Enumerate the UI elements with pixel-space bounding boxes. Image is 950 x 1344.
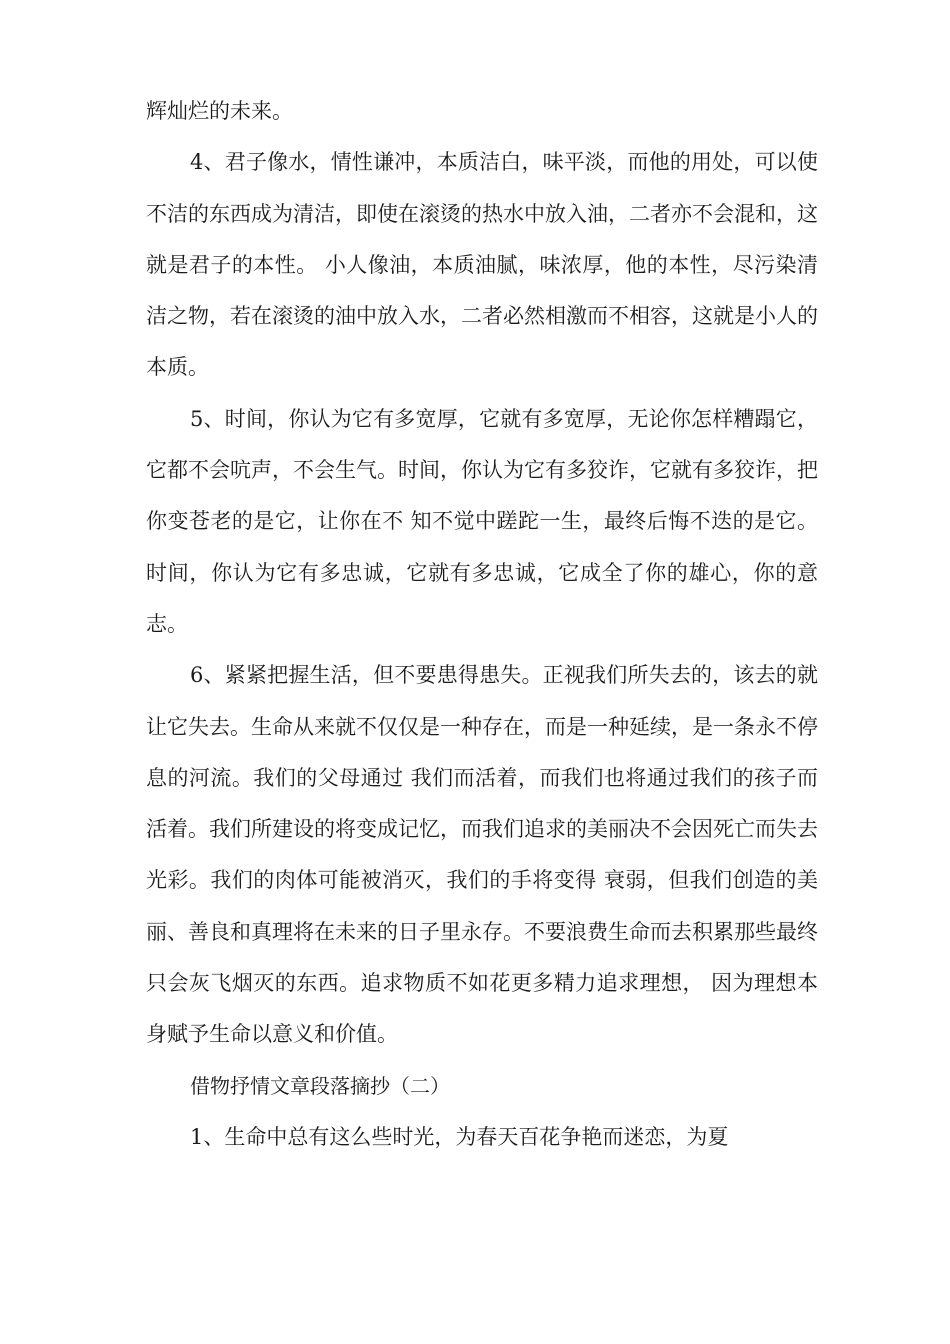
paragraph-continuation: 辉灿烂的未来。 [146,99,293,123]
paragraph-item-4: 4、君子像水，情性谦冲，本质洁白，味平淡，而他的用处，可以使不洁的东西成为清洁，即使在滚烫的热水中放入油，二者亦不会混和，这就是君子的本性。 小人像油，本质油腻，味浓厚，他的本性，尽污染清洁之物，若在滚烫的油中放入水，二者必然相激而不相容，这就是小人的本质。 [146,150,818,380]
section-heading: 借物抒情文章段落摘抄（二） [190,1073,450,1098]
document-body [146,86,818,1163]
paragraph-item-6: 6、紧紧把握生活，但不要患得患失。正视我们所失去的，该去的就让它失去。生命从来就不仅仅是一种存在，而是一种延续，是一条永不停息的河流。我们的父母通过 我们而活着，而我们也将通过我们的孩子而活着。我们所建设的将变成记忆，而我们追求的美丽决不会因死亡而失去光彩。我们的肉体可能被消灭，我们的手将变得 衰弱，但我们创造的美丽、善良和真理将在未来的日子里永存。不要浪费生命而去积累那些最终只会灰飞烟灭的东西。追求物质不如花更多精力追求理想， 因为理想本身赋予生命以意义和价值。 [146,663,818,1047]
paragraph-item-5: 5、时间，你认为它有多宽厚，它就有多宽厚，无论你怎样糟蹋它，它都不会吭声，不会生气。时间，你认为它有多狡诈，它就有多狡诈，把你变苍老的是它，让你在不 知不觉中蹉跎一生，最终后悔不迭的是它。时间，你认为它有多忠诚，它就有多忠诚，它成全了你的雄心，你的意志。 [146,406,818,636]
paragraph-item-1: 1、生命中总有这么些时光，为春天百花争艳而迷恋，为夏 [190,1124,729,1149]
